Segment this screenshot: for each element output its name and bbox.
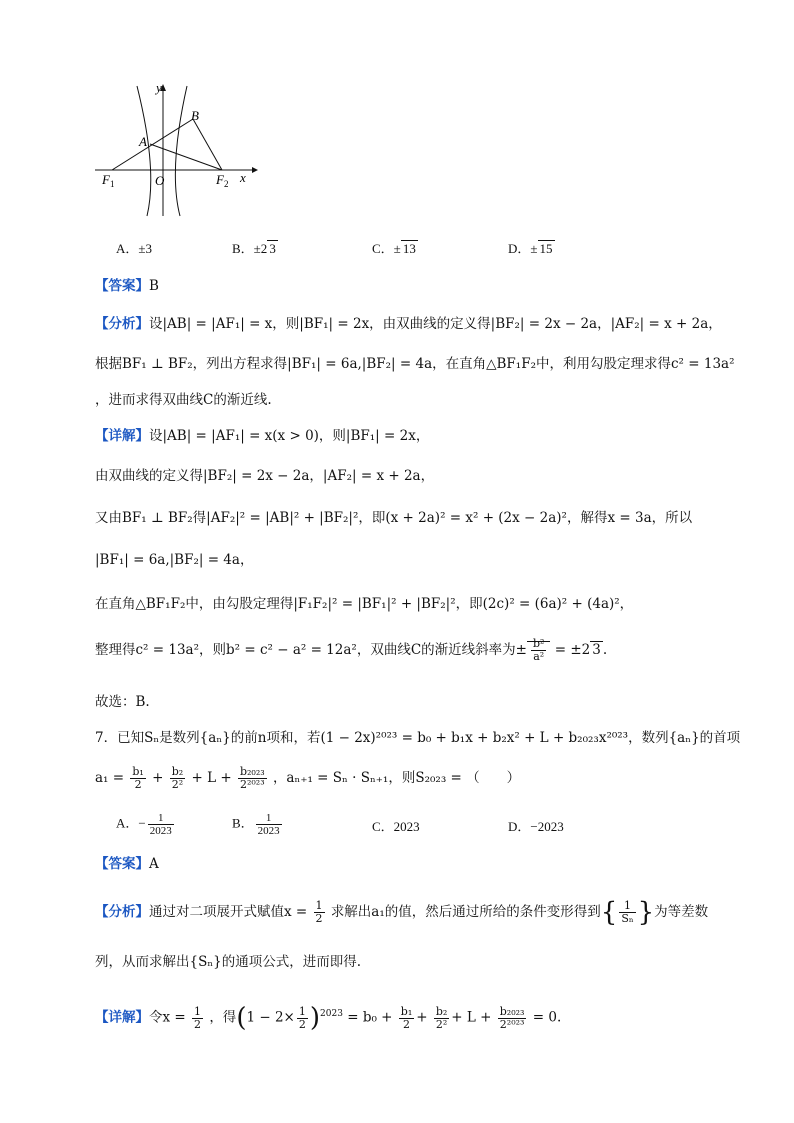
q6-detail-line3: 又由BF₁ ⊥ BF₂得|AF₂|² = |AB|² + |BF₂|²，即(x + 2a)² = x² + (2x − 2a)²，解得x = 3a，所以 (95, 510, 693, 526)
q7-option-a: A．− $\frac{1}{2023}$ (116, 812, 172, 837)
q6-detail-line4: |BF₁| = 6a,|BF₂| = 4a， (95, 552, 254, 568)
q6-analysis-line3: ，进而求得双曲线C的渐近线. (95, 392, 272, 408)
q7-option-d: D．−2023 (508, 819, 564, 834)
label-O: O (155, 173, 165, 188)
line-AF2 (150, 144, 222, 170)
q6-detail-line6: 整理得c² = 13a²，则b² = c² − a² = 12a²，双曲线C的渐近线斜率为± $\frac{\text{b²}}{\text{a²}}$ = ±2 3 . (95, 637, 608, 663)
q7-option-c: C．2023 (372, 819, 420, 834)
q6-analysis-line1: 【分析】设|AB| = |AF₁| = x，则|BF₁| = 2x，由双曲线的定义得|BF₂| = 2x − 2a，|AF₂| = x + 2a， (95, 316, 722, 332)
label-x: x (240, 170, 246, 185)
q6-option-d: D．± 15 (508, 241, 553, 256)
label-F1: $F_1$ (102, 172, 115, 189)
q6-detail-line5: 在直角△BF₁F₂中，由勾股定理得|F₁F₂|² = |BF₁|² + |BF₂|²，即(2c)² = (6a)² + (4a)²， (95, 596, 634, 612)
label-F2: $F_2$ (216, 172, 229, 189)
q7-stem-line2: a₁ = $\frac{\text{b₁}}{2}$ + $\frac{\text{b₂}}{\text{2²}}$ + L + $\frac{\text{b₂₀₂₃}}{\text{2²⁰²³}}$ ，aₙ₊₁ = Sₙ · Sₙ₊₁，则S₂₀₂₃ = （ ） (95, 765, 521, 791)
hyperbola-right-branch (175, 86, 187, 216)
x-axis-arrow (252, 167, 258, 173)
label-B: B (191, 108, 199, 123)
q7-analysis-line1: 【分析】通过对二项展开式赋值x = $\frac{1}{2}$ 求解出a₁的值，然后通过所给的条件变形得到{ $\frac{1}{\text{Sₙ}}$ }为等差数 (95, 897, 709, 928)
q6-detail-line7: 故选：B. (95, 694, 150, 710)
q7-analysis-line2: 列，从而求解出{Sₙ}的通项公式，进而即得. (95, 954, 362, 970)
q6-option-b: B．±2 3 (232, 241, 276, 256)
q6-detail-line2: 由双曲线的定义得|BF₂| = 2x − 2a，|AF₂| = x + 2a， (95, 468, 435, 484)
q7-detail-line1: 【详解】令x = $\frac{1}{2}$ ，得(1 − 2× $\frac{1}{2}$ )$^{2023}$ = b₀ + $\frac{\text{b₁}}{2}$ + $\frac{\text{b₂}}{\text{2²}}$ + L + $\frac{\text{b₂₀₂₃}}{\text{2²⁰²³}}$ = 0. (95, 1003, 562, 1033)
label-y: y (156, 80, 162, 95)
line-BF2 (193, 119, 222, 170)
hyperbola-figure (90, 78, 260, 220)
q6-analysis-line2: 根据BF₁ ⊥ BF₂，列出方程求得|BF₁| = 6a,|BF₂| = 4a，在直角△BF₁F₂中，利用勾股定理求得c² = 13a² (95, 356, 735, 372)
hyperbola-left-branch (137, 86, 151, 216)
q6-detail-line1: 【详解】设|AB| = |AF₁| = x(x > 0)，则|BF₁| = 2x， (95, 428, 430, 444)
q6-option-c: C．± 13 (372, 241, 416, 256)
q6-answer: 【答案】B (95, 278, 159, 294)
q7-stem-line1: 7．已知Sₙ是数列{aₙ}的前n项和，若(1 − 2x)²⁰²³ = b₀ + b₁x + b₂x² + L + b₂₀₂₃x²⁰²³，数列{aₙ}的首项 (95, 730, 741, 746)
q7-option-b: B． $\frac{1}{2023}$ (232, 812, 280, 837)
label-A: A (139, 134, 147, 149)
q6-option-a: A．±3 (116, 241, 153, 256)
q7-answer: 【答案】A (95, 856, 159, 872)
